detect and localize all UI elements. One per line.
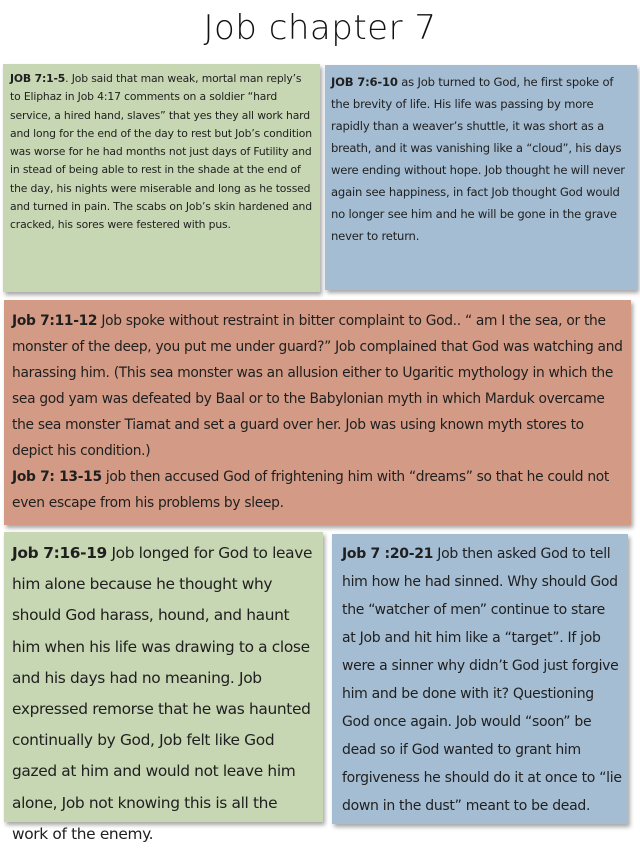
- note-job-7-16-19: [4, 532, 323, 843]
- note-text: Job spoke without restraint in bitter complaint to God.. “ am I the sea, or the monster of the deep, you put me under guard?” Job complained that God was watching and harassing him. (This sea monster was an allusion either to Ugaritic mythology in which the sea god yam was defeated by Baal or to the Babylonian myth in which Marduk overcame the sea monster Tiamat and set a guard over her. Job was using known myth stores to depict his condition.): [12, 313, 623, 459]
- note-text: Job longed for God to leave him alone because he thought why should God harass, hound, and haunt him when his life was drawing to a close and his days had no meaning. Job expressed remorse that he was haunted continually by God, Job felt like God gazed at him and would not leave him alone, Job not knowing this is all the work of the enemy.: [12, 544, 313, 843]
- verse-reference: JOB 7:1-5: [10, 72, 66, 85]
- note-text: job then accused God of frightening him with “dreams” so that he could not even escape from his problems by sleep.: [12, 469, 610, 511]
- note-job-7-11-15: [4, 300, 631, 525]
- note-job-7-20-21: [332, 534, 628, 824]
- note-paragraph-2: [12, 464, 623, 516]
- verse-reference: Job 7:11-12: [12, 313, 98, 329]
- verse-reference: Job 7: 13-15: [12, 469, 102, 485]
- verse-reference: Job 7:16-19: [12, 544, 107, 562]
- page-title: Job chapter 7: [203, 8, 437, 48]
- note-job-7-6-10: [325, 65, 637, 290]
- note-job-7-1-5: [3, 64, 320, 292]
- verse-reference: Job 7 :20-21: [342, 546, 434, 562]
- verse-reference: JOB 7:6-10: [331, 75, 398, 89]
- note-text: . Job said that man weak, mortal man reply’s to Eliphaz in Job 4:17 comments on a soldier “hard service, a hired hand, slaves” that yes they all work hard and long for the end of the day to rest but Job’s condition was worse for he had months not just days of Futility and in stead of being able to rest in the shade at the end of the day, his nights were miserable and long as he tossed and turned in pain. The scabs on Job’s skin hardened and cracked, his sores were festered with pus.: [10, 72, 312, 232]
- note-text: as Job turned to God, he first spoke of the brevity of life. His life was passing by more rapidly than a weaver’s shuttle, it was short as a breath, and it was vanishing like a “cloud”, his days were ending without hope. Job thought he will never again see happiness, in fact Job thought God would no longer see him and he will be gone in the grave never to return.: [331, 75, 625, 243]
- note-text: Job then asked God to tell him how he had sinned. Why should God the “watcher of men” continue to stare at Job and hit him like a “target”. If job were a sinner why didn’t God just forgive him and be done with it? Questioning God once again. Job would “soon” be dead so if God wanted to grant him forgiveness he should do it at once to “lie down in the dust” meant to be dead.: [342, 546, 622, 814]
